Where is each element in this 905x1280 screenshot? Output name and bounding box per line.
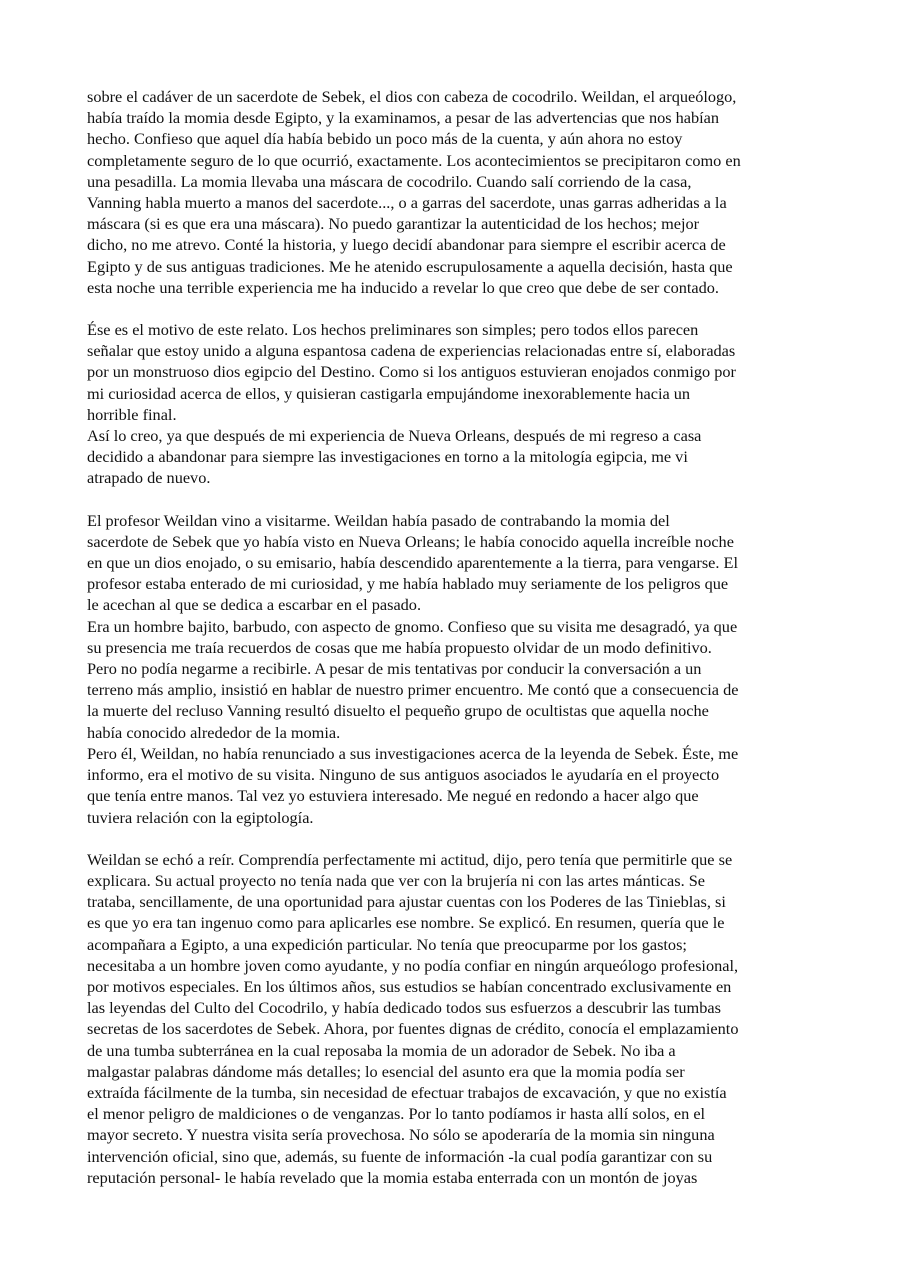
paragraph-6: Pero él, Weildan, no había renunciado a sus investigaciones acerca de la leyenda de Sebek. Éste, me informo, era el motivo de su visita. Ninguno de sus antiguos asociados le ayudaría en el proyecto que tenía entre manos. Tal vez yo estuviera interesado. Me negué en redondo a hacer algo que tuviera relación con la egiptología. (87, 743, 739, 827)
paragraph-gap (87, 828, 827, 849)
document-page (87, 86, 827, 1188)
paragraph-1: sobre el cadáver de un sacerdote de Sebek, el dios con cabeza de cocodrilo. Weildan, el arqueólogo, había traído la momia desde Egipto, y la examinamos, a pesar de las advertencias que nos habían hecho. Confieso que aquel día había bebido un poco más de la cuenta, y aún ahora no estoy completamente seguro de lo que ocurrió, exactamente. Los acontecimientos se precipitaron como en una pesadilla. La momia llevaba una máscara de cocodrilo. Cuando salí corriendo de la casa, Vanning habla muerto a manos del sacerdote..., o a garras del sacerdote, unas garras adheridas a la máscara (si es que era una máscara). No puedo garantizar la autenticidad de los hechos; mejor dicho, no me atrevo. Conté la historia, y luego decidí abandonar para siempre el escribir acerca de Egipto y de sus antiguas tradiciones. Me he atenido escrupulosamente a aquella decisión, hasta que esta noche una terrible experiencia me ha inducido a revelar lo que creo que debe de ser contado. (87, 87, 741, 297)
paragraph-gap (87, 298, 827, 319)
paragraph-2: Ése es el motivo de este relato. Los hechos preliminares son simples; pero todos ellos parecen señalar que estoy unido a alguna espantosa cadena de experiencias relacionadas entre sí, elaboradas por un monstruoso dios egipcio del Destino. Como si los antiguos estuvieran enojados conmigo por mi curiosidad acerca de ellos, y quisieran castigarla empujándome inexorablemente hacia un horrible final. (87, 320, 736, 424)
paragraph-4: El profesor Weildan vino a visitarme. Weildan había pasado de contrabando la momia del sacerdote de Sebek que yo había visto en Nueva Orleans; le había conocido aquella increíble noche en que un dios enojado, o su emisario, había descendido aparentemente a la tierra, para vengarse. El profesor estaba enterado de mi curiosidad, y me había hablado muy seriamente de los peligros que le acechan al que se dedica a escarbar en el pasado. (87, 510, 738, 615)
paragraph-5: Era un hombre bajito, barbudo, con aspecto de gnomo. Confieso que su visita me desagradó, ya que su presencia me traía recuerdos de cosas que me había propuesto olvidar de un modo definitivo. Pero no podía negarme a recibirle. A pesar de mis tentativas por conducir la conversación a un terreno más amplio, insistió en hablar de nuestro primer encuentro. Me contó que a consecuencia de la muerte del recluso Vanning resultó disuelto el pequeño grupo de ocultistas que aquella noche había conocido alrededor de la momia. (87, 616, 739, 742)
paragraph-gap (87, 489, 827, 510)
paragraph-3: Así lo creo, ya que después de mi experiencia de Nueva Orleans, después de mi regreso a casa decidido a abandonar para siempre las investigaciones en torno a la mitología egipcia, me vi atrapado de nuevo. (87, 426, 702, 488)
paragraph-7: Weildan se echó a reír. Comprendía perfectamente mi actitud, dijo, pero tenía que permitirle que se explicara. Su actual proyecto no tenía nada que ver con la brujería ni con las artes mánticas. Se trataba, sencillamente, de una oportunidad para ajustar cuentas con los Poderes de las Tinieblas, si es que yo era tan ingenuo como para aplicarles ese nombre. Se explicó. En resumen, quería que le acompañara a Egipto, a una expedición particular. No tenía que preocuparme por los gastos; necesitaba a un hombre joven como ayudante, y no podía confiar en ningún arqueólogo profesional, por motivos especiales. En los últimos años, sus estudios se habían concentrado exclusivamente en las leyendas del Culto del Cocodrilo, y había dedicado todos sus esfuerzos a descubrir las tumbas secretas de los sacerdotes de Sebek. Ahora, por fuentes dignas de crédito, conocía el emplazamiento de una tumba subterránea en la cual reposaba la momia de un adorador de Sebek. No iba a malgastar palabras dándome más detalles; lo esencial del asunto era que la momia podía ser extraída fácilmente de la tumba, sin necesidad de efectuar trabajos de excavación, y que no existía el menor peligro de maldiciones o de venganzas. Por lo tanto podíamos ir hasta allí solos, en el mayor secreto. Y nuestra visita sería provechosa. No sólo se apoderaría de la momia sin ninguna intervención oficial, sino que, además, su fuente de información -la cual podía garantizar con su reputación personal- le había revelado que la momia estaba enterrada con un montón de joyas (87, 849, 739, 1187)
